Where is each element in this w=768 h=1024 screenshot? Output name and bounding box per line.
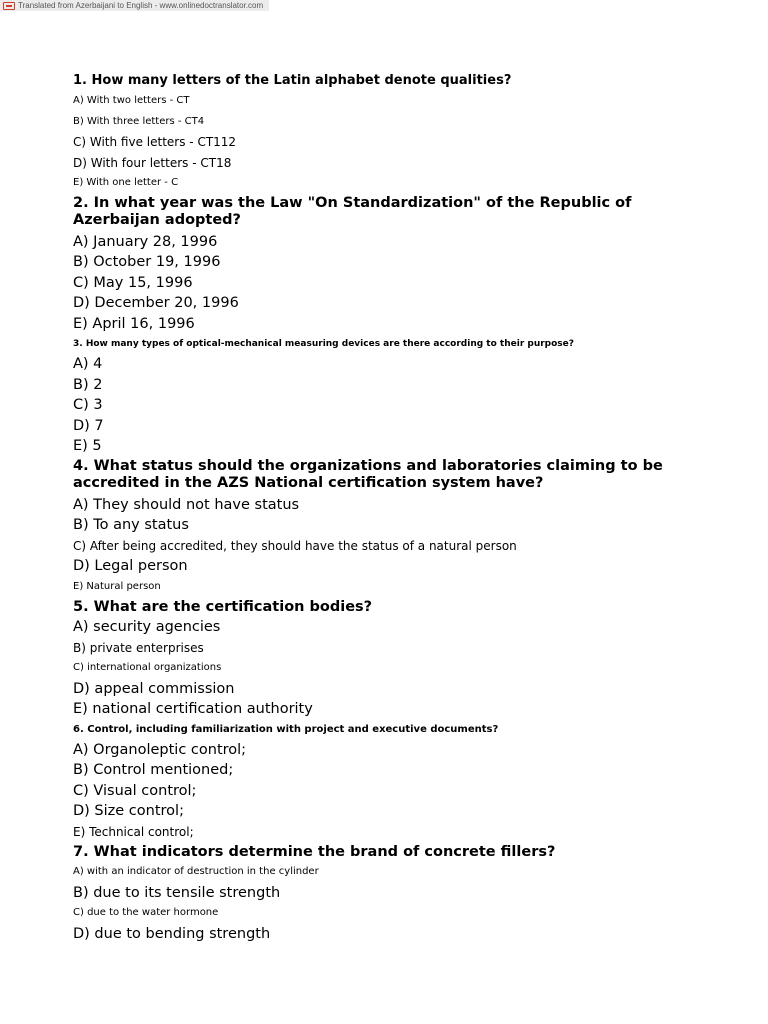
question-7-option-c: C) due to the water hormone [73, 907, 219, 918]
question-6-option-e: E) Technical control; [73, 824, 194, 839]
question-5-option-a: A) security agencies [73, 619, 221, 635]
question-2-option-a: A) January 28, 1996 [73, 233, 218, 250]
question-7-option-a: A) with an indicator of destruction in the cylinder [73, 866, 319, 877]
question-7-option-b: B) due to its tensile strength [73, 884, 281, 901]
question-4-option-a: A) They should not have status [73, 496, 300, 513]
question-4-option-d: D) Legal person [73, 558, 188, 574]
question-2-option-e: E) April 16, 1996 [73, 315, 195, 332]
question-2-option-c: C) May 15, 1996 [73, 274, 193, 291]
question-3-option-e: E) 5 [73, 438, 102, 454]
question-1-option-b: B) With three letters - CT4 [73, 115, 205, 127]
translator-logo-icon [3, 2, 15, 10]
question-5-title: 5. What are the certification bodies? [73, 599, 373, 615]
question-7-title: 7. What indicators determine the brand of concrete fillers? [73, 844, 556, 860]
question-6-option-d: D) Size control; [73, 803, 184, 819]
banner-text: Translated from Azerbaijani to English - www.onlinedoctranslator.com [18, 1, 264, 10]
question-4-option-e: E) Natural person [73, 580, 161, 592]
question-4-option-b: B) To any status [73, 517, 189, 533]
question-1-option-a: A) With two letters - CT [73, 95, 190, 106]
question-3-title: 3. How many types of optical-mechanical measuring devices are there according to their purpose? [73, 339, 574, 349]
question-6-title: 6. Control, including familiarization with project and executive documents? [73, 723, 499, 735]
question-3-option-d: D) 7 [73, 417, 104, 434]
question-6-option-a: A) Organoleptic control; [73, 741, 247, 758]
question-5-option-e: E) national certification authority [73, 701, 313, 717]
question-1-option-d: D) With four letters - CT18 [73, 155, 232, 170]
question-1-option-c: C) With five letters - CT112 [73, 135, 237, 149]
question-1-title: 1. How many letters of the Latin alphabet denote qualities? [73, 73, 512, 88]
question-2-title: 2. In what year was the Law "On Standardization" of the Republic of Azerbaijan adopted? [73, 194, 632, 228]
document-body [73, 71, 713, 944]
translation-banner[interactable] [0, 0, 269, 11]
question-3-option-b: B) 2 [73, 376, 103, 393]
question-5-option-d: D) appeal commission [73, 680, 235, 697]
question-2-option-b: B) October 19, 1996 [73, 254, 221, 270]
question-4-title: 4. What status should the organizations and laboratories claiming to be accredited in the AZS National certification system have? [73, 457, 663, 491]
question-6-option-c: C) Visual control; [73, 782, 197, 799]
question-4-option-c: C) After being accredited, they should have the status of a natural person [73, 538, 517, 553]
question-1-option-e: E) With one letter - C [73, 177, 179, 188]
question-3-option-c: C) 3 [73, 397, 103, 413]
question-5-option-c: C) international organizations [73, 662, 222, 673]
question-3-option-a: A) 4 [73, 356, 103, 372]
question-6-option-b: B) Control mentioned; [73, 762, 234, 778]
question-7-option-d: D) due to bending strength [73, 925, 271, 942]
question-2-option-d: D) December 20, 1996 [73, 295, 239, 311]
question-5-option-b: B) private enterprises [73, 640, 204, 655]
